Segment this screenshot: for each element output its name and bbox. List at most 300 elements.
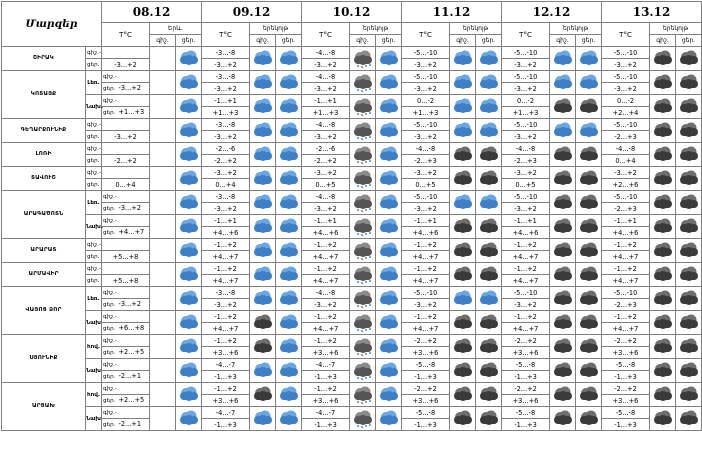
night-row-label: գիշ.- (103, 194, 117, 200)
snow-weather-icon (576, 119, 602, 143)
night-temp: -2...+2 (602, 335, 650, 347)
cloudy-weather-icon (350, 263, 376, 287)
table-row (2, 215, 702, 227)
snow-weather-icon (450, 287, 476, 311)
day-temp-value: +1...+3 (118, 108, 145, 116)
cloudy-weather-icon (350, 311, 376, 335)
day-temp: +4...+6 (202, 227, 250, 239)
table-row (2, 119, 702, 131)
dark-weather-icon (650, 167, 676, 191)
snow-weather-icon (276, 167, 302, 191)
day-temp: -1...+3 (402, 371, 450, 383)
night-temp: -1...+1 (502, 215, 550, 227)
day-temp: -2...+2 (102, 155, 150, 167)
snow-weather-icon (376, 95, 402, 119)
night-temp: -2...-6 (202, 143, 250, 155)
snow-weather-icon (250, 47, 276, 71)
region-name: ՎԱՅՈՑ ՁՈՐ (2, 287, 86, 335)
dark-weather-icon (550, 143, 576, 167)
cloudy-weather-icon (350, 383, 376, 407)
night-temp: -1...+2 (402, 239, 450, 251)
dark-weather-icon (450, 359, 476, 383)
night-temp: -5...-10 (402, 191, 450, 203)
day-temp: +3...+6 (202, 347, 250, 359)
night-temp: -4...-8 (302, 191, 350, 203)
night-row-label: գիշ.- (86, 239, 102, 251)
night-temp: -1...+2 (302, 311, 350, 323)
temp-header: T°C (202, 23, 250, 47)
night-temp: -4...-7 (302, 407, 350, 419)
night-temp: -1...+1 (302, 95, 350, 107)
cloudy-weather-icon (350, 407, 376, 431)
day-temp: +4...+7 (302, 251, 350, 263)
night-col-header: գիշ. (250, 35, 276, 47)
snow-weather-icon (176, 263, 202, 287)
dark-weather-icon (576, 311, 602, 335)
dark-weather-icon (676, 407, 702, 431)
day-row-label: ցեր. (86, 179, 102, 191)
snow-weather-icon (376, 167, 402, 191)
day-row-label: ցեր. (86, 155, 102, 167)
night-temp: -2...+2 (502, 335, 550, 347)
dark-weather-icon (676, 359, 702, 383)
zone-label: Նախ (86, 407, 102, 431)
night-temp-value (117, 72, 120, 80)
night-row-label: գիշ.- (86, 47, 102, 59)
day-col-header: ցեր. (276, 35, 302, 47)
day-temp: -3...+2 (402, 59, 450, 71)
dark-weather-icon (476, 239, 502, 263)
dark-weather-icon (676, 263, 702, 287)
snow-weather-icon (450, 191, 476, 215)
day-temp (102, 299, 150, 311)
snow-weather-icon (176, 287, 202, 311)
day-temp: +4...+7 (602, 275, 650, 287)
dark-weather-icon (676, 143, 702, 167)
night-temp: -3...+2 (602, 167, 650, 179)
dark-weather-icon (576, 239, 602, 263)
table-row (2, 263, 702, 275)
day-temp: +4...+7 (302, 275, 350, 287)
night-temp: -1...+2 (202, 335, 250, 347)
night-temp-value (117, 216, 120, 224)
night-temp: -5...-10 (602, 119, 650, 131)
night-temp: -1...+2 (502, 263, 550, 275)
day-temp: +1...+3 (302, 107, 350, 119)
dark-weather-icon (450, 215, 476, 239)
day-temp: +1...+3 (202, 107, 250, 119)
night-temp: -1...+2 (302, 239, 350, 251)
day-temp: 0...+5 (302, 179, 350, 191)
table-row (2, 335, 702, 347)
snow-weather-icon (250, 359, 276, 383)
night-temp-value (117, 336, 120, 344)
dark-weather-icon (676, 287, 702, 311)
night-temp: -1...+2 (302, 335, 350, 347)
snow-weather-icon (450, 95, 476, 119)
day-temp: -3...+2 (102, 131, 150, 143)
dark-weather-icon (550, 335, 576, 359)
night-temp: -5...-10 (602, 287, 650, 299)
dark-weather-icon (476, 167, 502, 191)
table-row (2, 287, 702, 299)
night-temp: -2...+2 (602, 383, 650, 395)
snow-weather-icon (450, 71, 476, 95)
day-temp (102, 83, 150, 95)
night-temp: -5...-10 (602, 47, 650, 59)
snow-weather-icon (376, 359, 402, 383)
cloudy-weather-icon (350, 335, 376, 359)
snow-weather-icon (550, 71, 576, 95)
cloudy-weather-icon (350, 191, 376, 215)
snow-weather-icon (550, 47, 576, 71)
zone-label: հով. (86, 383, 102, 407)
temp-header: T°C (602, 23, 650, 47)
cloudy-weather-icon (350, 143, 376, 167)
snow-weather-icon (276, 359, 302, 383)
night-col-header: գիշ. (450, 35, 476, 47)
daypart-header: երեկոյթ (450, 23, 502, 35)
day-temp: -1...+3 (602, 419, 650, 431)
region-name: ԱՐԱՐԱՏ (2, 239, 86, 263)
dark-weather-icon (250, 311, 276, 335)
night-temp: -4...-7 (302, 359, 350, 371)
day-temp: -2...+3 (602, 203, 650, 215)
empty-icon-cell (150, 143, 176, 167)
empty-icon-cell (150, 335, 176, 359)
snow-weather-icon (276, 287, 302, 311)
day-temp: -3...+2 (202, 83, 250, 95)
snow-weather-icon (176, 383, 202, 407)
dark-weather-icon (676, 239, 702, 263)
snow-weather-icon (376, 311, 402, 335)
empty-icon-cell (150, 359, 176, 383)
cloudy-weather-icon (350, 359, 376, 383)
night-temp: -5...-8 (602, 407, 650, 419)
dark-weather-icon (450, 143, 476, 167)
day-temp: -1...+3 (502, 371, 550, 383)
snow-weather-icon (176, 71, 202, 95)
empty-icon-cell (150, 383, 176, 407)
table-row (2, 359, 702, 371)
snow-weather-icon (176, 335, 202, 359)
day-temp (102, 395, 150, 407)
snow-weather-icon (550, 119, 576, 143)
night-temp (102, 311, 150, 323)
day-temp (102, 419, 150, 431)
day-temp: -1...+3 (302, 419, 350, 431)
day-row-label: ցեր. (103, 302, 116, 308)
region-name: ՇԻՐԱԿ (2, 47, 86, 71)
dark-weather-icon (476, 383, 502, 407)
day-row-label: ցեր. (86, 131, 102, 143)
dark-weather-icon (576, 95, 602, 119)
day-temp: +3...+6 (402, 395, 450, 407)
snow-weather-icon (176, 191, 202, 215)
daypart-header: երեկոյթ (250, 23, 302, 35)
empty-icon-cell (150, 239, 176, 263)
night-temp: -1...+2 (502, 311, 550, 323)
snow-weather-icon (176, 359, 202, 383)
region-name: ԱՐՑԱԽ (2, 383, 86, 431)
night-temp: -2...+2 (402, 383, 450, 395)
dark-weather-icon (550, 95, 576, 119)
day-temp: -2...+3 (502, 155, 550, 167)
day-temp: 0...+4 (202, 179, 250, 191)
dark-weather-icon (450, 407, 476, 431)
day-temp: -3...+2 (502, 83, 550, 95)
dark-weather-icon (550, 311, 576, 335)
day-temp: +4...+6 (302, 227, 350, 239)
night-temp: -1...+2 (302, 263, 350, 275)
night-temp-value (117, 96, 120, 104)
snow-weather-icon (250, 71, 276, 95)
temp-header: T°C (302, 23, 350, 47)
dark-weather-icon (676, 383, 702, 407)
snow-weather-icon (250, 95, 276, 119)
day-col-header: ցեր. (576, 35, 602, 47)
snow-weather-icon (376, 407, 402, 431)
day-temp: -2...+2 (302, 155, 350, 167)
night-temp: 0...-2 (402, 95, 450, 107)
day-temp (102, 371, 150, 383)
night-temp (102, 167, 150, 179)
night-temp: -1...+1 (602, 215, 650, 227)
dark-weather-icon (676, 95, 702, 119)
night-temp: -4...-8 (302, 119, 350, 131)
day-temp: +3...+6 (402, 347, 450, 359)
empty-icon-cell (150, 287, 176, 311)
day-row-label: ցեր. (103, 398, 116, 404)
snow-weather-icon (450, 47, 476, 71)
snow-weather-icon (476, 287, 502, 311)
night-temp: -1...+1 (202, 95, 250, 107)
dark-weather-icon (550, 167, 576, 191)
night-temp: -1...+2 (602, 263, 650, 275)
dark-weather-icon (450, 167, 476, 191)
dark-weather-icon (476, 143, 502, 167)
day-temp-value: -2...+1 (118, 372, 142, 380)
night-col-header: գիշ. (350, 35, 376, 47)
day-temp-value: +2...+5 (118, 396, 145, 404)
dark-weather-icon (650, 311, 676, 335)
night-temp: -1...+1 (302, 215, 350, 227)
day-temp: +4...+7 (402, 251, 450, 263)
zone-label: Նախ. (86, 215, 102, 239)
night-temp: -1...+1 (202, 215, 250, 227)
snow-weather-icon (250, 119, 276, 143)
snow-weather-icon (276, 407, 302, 431)
day-row-label: ցեր. (103, 230, 116, 236)
dark-weather-icon (476, 407, 502, 431)
day-temp: +4...+7 (202, 275, 250, 287)
night-temp: -3...+2 (502, 167, 550, 179)
snow-weather-icon (250, 143, 276, 167)
night-row-label: գիշ.- (103, 362, 117, 368)
night-temp (102, 383, 150, 395)
night-temp: -3...+2 (402, 167, 450, 179)
day-temp: +4...+7 (202, 323, 250, 335)
snow-weather-icon (376, 239, 402, 263)
day-temp-value: -3...+2 (118, 204, 142, 212)
night-temp: -4...-8 (302, 47, 350, 59)
night-temp (102, 263, 150, 275)
night-temp-value (117, 408, 120, 416)
dark-weather-icon (550, 239, 576, 263)
night-row-label: գիշ.- (86, 119, 102, 131)
day-temp: -3...+2 (402, 131, 450, 143)
day-row-label: ցեր. (103, 326, 116, 332)
night-temp: -3...-8 (202, 47, 250, 59)
day-temp: -3...+2 (202, 59, 250, 71)
dark-weather-icon (650, 239, 676, 263)
region-header: Մարզեր (2, 2, 102, 47)
night-temp (102, 191, 150, 203)
snow-weather-icon (276, 239, 302, 263)
dark-weather-icon (576, 143, 602, 167)
day-temp: +4...+7 (202, 251, 250, 263)
dark-weather-icon (676, 47, 702, 71)
snow-weather-icon (476, 95, 502, 119)
day-temp: -3...+2 (502, 203, 550, 215)
table-row (2, 47, 702, 59)
snow-weather-icon (476, 47, 502, 71)
night-temp: -5...-10 (402, 287, 450, 299)
night-temp: -3...-8 (202, 287, 250, 299)
table-row (2, 191, 702, 203)
snow-weather-icon (576, 71, 602, 95)
night-row-label: գիշ.- (86, 167, 102, 179)
dark-weather-icon (250, 335, 276, 359)
night-temp: -4...-8 (502, 143, 550, 155)
region-name: ԿՈՏԱՅՔ (2, 71, 86, 119)
dark-weather-icon (650, 287, 676, 311)
empty-icon-cell (150, 191, 176, 215)
region-name: ԱՐԱԳԱԾՈՏՆ (2, 191, 86, 239)
night-row-label: գիշ.- (103, 410, 117, 416)
night-temp (102, 239, 150, 251)
table-row (2, 143, 702, 155)
day-temp: -3...+2 (302, 299, 350, 311)
dark-weather-icon (576, 287, 602, 311)
day-temp: -1...+3 (202, 371, 250, 383)
night-row-label: գիշ.- (86, 263, 102, 275)
dark-weather-icon (450, 335, 476, 359)
zone-label: Լեռ. (86, 191, 102, 215)
day-temp-value: -2...+1 (118, 420, 142, 428)
day-temp: -3...+2 (202, 131, 250, 143)
day-row-label: ցեր. (103, 350, 116, 356)
day-temp: -1...+3 (602, 371, 650, 383)
dark-weather-icon (476, 335, 502, 359)
date-header: 09.12 (202, 2, 302, 23)
day-temp: +3...+6 (502, 347, 550, 359)
day-temp: 0...+5 (502, 179, 550, 191)
snow-weather-icon (276, 215, 302, 239)
table-row (2, 311, 702, 323)
day-temp: -3...+2 (102, 59, 150, 71)
snow-weather-icon (250, 407, 276, 431)
night-temp: -1...+2 (602, 311, 650, 323)
night-temp: -3...+2 (302, 167, 350, 179)
night-temp (102, 95, 150, 107)
night-temp: -5...-10 (502, 47, 550, 59)
snow-weather-icon (276, 335, 302, 359)
day-temp: +4...+7 (302, 323, 350, 335)
snow-weather-icon (176, 239, 202, 263)
snow-weather-icon (376, 335, 402, 359)
night-temp: -3...-8 (202, 71, 250, 83)
day-col-header: ցեր. (176, 35, 202, 47)
night-temp (102, 119, 150, 131)
table-row (2, 167, 702, 179)
snow-weather-icon (176, 47, 202, 71)
dark-weather-icon (576, 335, 602, 359)
day-row-label: ցեր. (103, 374, 116, 380)
dark-weather-icon (550, 215, 576, 239)
dark-weather-icon (676, 119, 702, 143)
day-temp: -2...+3 (402, 155, 450, 167)
dark-weather-icon (550, 191, 576, 215)
day-temp: +4...+7 (402, 275, 450, 287)
dark-weather-icon (576, 383, 602, 407)
night-col-header: գիշ. (650, 35, 676, 47)
night-temp-value (117, 384, 120, 392)
day-temp: -3...+2 (402, 299, 450, 311)
dark-weather-icon (550, 359, 576, 383)
night-temp: -2...+2 (502, 383, 550, 395)
region-name: ԼՈՌԻ (2, 143, 86, 167)
cloudy-weather-icon (350, 71, 376, 95)
dark-weather-icon (450, 239, 476, 263)
day-temp: +1...+3 (502, 107, 550, 119)
night-temp: -1...+2 (402, 263, 450, 275)
night-row-label: գիշ.- (103, 218, 117, 224)
day-temp: 0...+4 (102, 179, 150, 191)
night-row-label: գիշ.- (103, 290, 117, 296)
snow-weather-icon (476, 119, 502, 143)
day-temp: -3...+2 (602, 83, 650, 95)
day-col-header: ցեր. (676, 35, 702, 47)
night-temp: -5...-8 (502, 359, 550, 371)
table-row (2, 95, 702, 107)
day-temp: +1...+3 (402, 107, 450, 119)
night-temp: -5...-10 (502, 287, 550, 299)
day-temp: -3...+2 (302, 203, 350, 215)
snow-weather-icon (376, 71, 402, 95)
day-temp: +4...+7 (402, 323, 450, 335)
snow-weather-icon (250, 167, 276, 191)
night-col-header: գիշ. (550, 35, 576, 47)
night-temp (102, 287, 150, 299)
zone-label: Լեռ. (86, 287, 102, 311)
day-temp: +4...+6 (602, 227, 650, 239)
dark-weather-icon (576, 167, 602, 191)
night-temp: -5...-10 (402, 47, 450, 59)
dark-weather-icon (676, 311, 702, 335)
day-row-label: ցեր. (103, 110, 116, 116)
dark-weather-icon (476, 263, 502, 287)
empty-icon-cell (150, 407, 176, 431)
day-temp: -3...+2 (302, 131, 350, 143)
night-temp: -5...-10 (602, 71, 650, 83)
snow-weather-icon (376, 383, 402, 407)
night-temp: 0...-2 (502, 95, 550, 107)
cloudy-weather-icon (350, 167, 376, 191)
dark-weather-icon (576, 191, 602, 215)
snow-weather-icon (576, 47, 602, 71)
snow-weather-icon (176, 215, 202, 239)
